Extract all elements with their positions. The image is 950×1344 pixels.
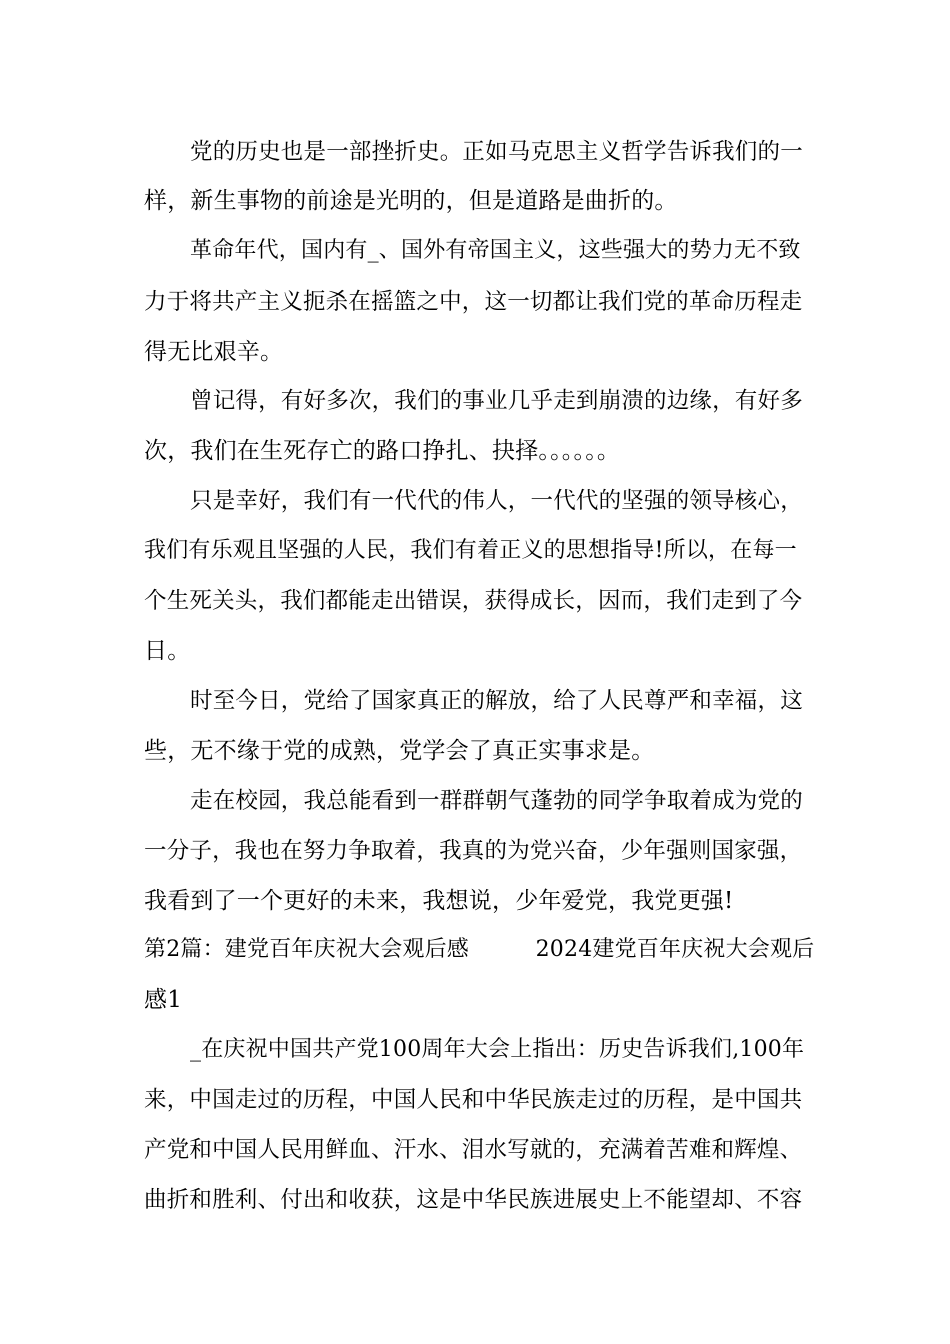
paragraph-line: _在庆祝中国共产党100周年大会上指出：历史告诉我们,100年 <box>190 1037 805 1062</box>
paragraph-line: 一分子，我也在努力争取着，我真的为党兴奋，少年强则国家强， <box>144 838 803 864</box>
paragraph-line: 次，我们在生死存亡的路口挣扎、抉择。。。。。。 <box>144 438 621 464</box>
paragraph-line: 个生死关头，我们都能走出错误，获得成长，因而，我们走到了今 <box>144 588 803 614</box>
section-heading: 第2篇：建党百年庆祝大会观后感 2024建党百年庆祝大会观后 <box>144 937 815 962</box>
paragraph-line: 日。 <box>144 638 191 664</box>
paragraph-line: 我们有乐观且坚强的人民，我们有着正义的思想指导!所以，在每一 <box>144 538 797 563</box>
paragraph-line: 革命年代，国内有_、国外有帝国主义，这些强大的势力无不致 <box>190 238 801 263</box>
paragraph-line: 我看到了一个更好的未来，我想说，少年爱党，我党更强! <box>144 888 734 914</box>
paragraph-line: 来，中国走过的历程，中国人民和中华民族走过的历程，是中国共 <box>144 1087 803 1113</box>
paragraph-line: 曲折和胜利、付出和收获，这是中华民族进展史上不能望却、不容 <box>144 1187 803 1213</box>
paragraph-line: 产党和中国人民用鲜血、汗水、泪水写就的，充满着苦难和辉煌、 <box>144 1137 803 1163</box>
paragraph-line: 党的历史也是一部挫折史。正如马克思主义哲学告诉我们的一 <box>190 139 803 165</box>
paragraph-line: 走在校园，我总能看到一群群朝气蓬勃的同学争取着成为党的 <box>190 788 803 814</box>
section-heading-continuation: 感1 <box>144 987 183 1013</box>
paragraph-line: 只是幸好，我们有一代代的伟人，一代代的坚强的领导核心， <box>190 488 803 514</box>
paragraph-line: 得无比艰辛。 <box>144 339 284 365</box>
paragraph-line: 些，无不缘于党的成熟，党学会了真正实事求是。 <box>144 738 655 764</box>
paragraph-line: 样，新生事物的前途是光明的，但是道路是曲折的。 <box>144 188 678 214</box>
paragraph-line: 力于将共产主义扼杀在摇篮之中，这一切都让我们党的革命历程走 <box>144 289 803 315</box>
paragraph-line: 时至今日，党给了国家真正的解放，给了人民尊严和幸福，这 <box>190 688 803 714</box>
paragraph-line: 曾记得，有好多次，我们的事业几乎走到崩溃的边缘，有好多 <box>190 388 803 414</box>
